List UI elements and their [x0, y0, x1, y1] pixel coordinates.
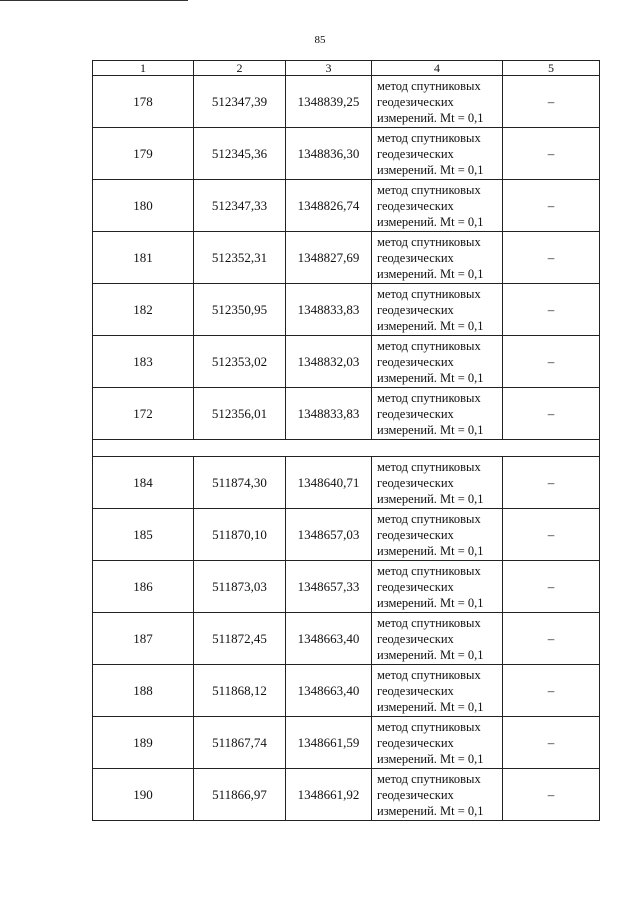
- method-text-line: геодезических: [377, 787, 454, 802]
- table-row: [93, 284, 600, 336]
- method-text-line: геодезических: [377, 354, 454, 369]
- top-rule: [0, 0, 188, 1]
- x-coordinate-cell: 511873,03: [194, 561, 286, 613]
- method-text-line: измерений. Mt = 0,1: [377, 318, 484, 333]
- method-text-line: метод спутниковых: [377, 78, 481, 93]
- method-text-line: измерений. Mt = 0,1: [377, 803, 484, 818]
- method-text-line: геодезических: [377, 475, 454, 490]
- method-text-line: измерений. Mt = 0,1: [377, 110, 484, 125]
- method-text-line: измерений. Mt = 0,1: [377, 214, 484, 229]
- method-text-line: измерений. Mt = 0,1: [377, 491, 484, 506]
- point-number-cell: 182: [93, 284, 194, 336]
- method-text-line: метод спутниковых: [377, 130, 481, 145]
- method-text-line: метод спутниковых: [377, 390, 481, 405]
- method-text-line: метод спутниковых: [377, 234, 481, 249]
- column-header: 3: [286, 61, 372, 76]
- point-number-cell: 189: [93, 717, 194, 769]
- note-cell: –: [503, 388, 600, 440]
- x-coordinate-cell: 512352,31: [194, 232, 286, 284]
- method-text-line: геодезических: [377, 579, 454, 594]
- y-coordinate-cell: 1348833,83: [286, 284, 372, 336]
- table-row: [93, 769, 600, 821]
- y-coordinate-cell: 1348827,69: [286, 232, 372, 284]
- table-row: [93, 336, 600, 388]
- note-cell: –: [503, 180, 600, 232]
- method-text-line: метод спутниковых: [377, 771, 481, 786]
- point-number-cell: 181: [93, 232, 194, 284]
- method-cell: [372, 665, 503, 717]
- note-cell: –: [503, 76, 600, 128]
- note-cell: –: [503, 665, 600, 717]
- point-number-cell: 179: [93, 128, 194, 180]
- table-body: [93, 76, 600, 821]
- table-row: [93, 457, 600, 509]
- table-row: [93, 717, 600, 769]
- y-coordinate-cell: 1348826,74: [286, 180, 372, 232]
- method-text-line: метод спутниковых: [377, 286, 481, 301]
- note-cell: –: [503, 128, 600, 180]
- method-text-line: измерений. Mt = 0,1: [377, 422, 484, 437]
- x-coordinate-cell: 512353,02: [194, 336, 286, 388]
- method-text-line: метод спутниковых: [377, 511, 481, 526]
- note-cell: –: [503, 457, 600, 509]
- method-text-line: геодезических: [377, 146, 454, 161]
- header-row: [93, 61, 600, 76]
- separator-cell: [93, 440, 600, 457]
- method-cell: [372, 717, 503, 769]
- method-text-line: геодезических: [377, 735, 454, 750]
- method-text-line: геодезических: [377, 302, 454, 317]
- table-row: [93, 388, 600, 440]
- y-coordinate-cell: 1348640,71: [286, 457, 372, 509]
- method-text-line: измерений. Mt = 0,1: [377, 162, 484, 177]
- method-cell: [372, 769, 503, 821]
- table-row: [93, 128, 600, 180]
- note-cell: –: [503, 509, 600, 561]
- point-number-cell: 185: [93, 509, 194, 561]
- x-coordinate-cell: 512356,01: [194, 388, 286, 440]
- coordinates-table: [92, 60, 600, 821]
- column-header: 4: [372, 61, 503, 76]
- y-coordinate-cell: 1348663,40: [286, 613, 372, 665]
- x-coordinate-cell: 511868,12: [194, 665, 286, 717]
- y-coordinate-cell: 1348661,59: [286, 717, 372, 769]
- method-cell: [372, 509, 503, 561]
- method-text-line: измерений. Mt = 0,1: [377, 543, 484, 558]
- method-cell: [372, 284, 503, 336]
- table-row: [93, 613, 600, 665]
- method-text-line: геодезических: [377, 406, 454, 421]
- column-header: 1: [93, 61, 194, 76]
- method-cell: [372, 128, 503, 180]
- x-coordinate-cell: 511874,30: [194, 457, 286, 509]
- point-number-cell: 187: [93, 613, 194, 665]
- table-row: [93, 665, 600, 717]
- point-number-cell: 188: [93, 665, 194, 717]
- point-number-cell: 172: [93, 388, 194, 440]
- x-coordinate-cell: 512347,33: [194, 180, 286, 232]
- method-text-line: метод спутниковых: [377, 459, 481, 474]
- x-coordinate-cell: 511867,74: [194, 717, 286, 769]
- method-text-line: метод спутниковых: [377, 338, 481, 353]
- method-text-line: геодезических: [377, 94, 454, 109]
- point-number-cell: 183: [93, 336, 194, 388]
- separator-row: [93, 440, 600, 457]
- method-cell: [372, 336, 503, 388]
- x-coordinate-cell: 511872,45: [194, 613, 286, 665]
- note-cell: –: [503, 561, 600, 613]
- method-text-line: метод спутниковых: [377, 719, 481, 734]
- point-number-cell: 178: [93, 76, 194, 128]
- method-cell: [372, 76, 503, 128]
- method-cell: [372, 180, 503, 232]
- note-cell: –: [503, 769, 600, 821]
- y-coordinate-cell: 1348839,25: [286, 76, 372, 128]
- y-coordinate-cell: 1348833,83: [286, 388, 372, 440]
- point-number-cell: 180: [93, 180, 194, 232]
- method-text-line: измерений. Mt = 0,1: [377, 370, 484, 385]
- method-cell: [372, 613, 503, 665]
- method-text-line: геодезических: [377, 198, 454, 213]
- note-cell: –: [503, 717, 600, 769]
- y-coordinate-cell: 1348657,03: [286, 509, 372, 561]
- note-cell: –: [503, 232, 600, 284]
- method-cell: [372, 561, 503, 613]
- method-text-line: геодезических: [377, 250, 454, 265]
- x-coordinate-cell: 511870,10: [194, 509, 286, 561]
- note-cell: –: [503, 336, 600, 388]
- method-cell: [372, 232, 503, 284]
- table-row: [93, 76, 600, 128]
- y-coordinate-cell: 1348661,92: [286, 769, 372, 821]
- x-coordinate-cell: 512347,39: [194, 76, 286, 128]
- table-row: [93, 509, 600, 561]
- method-text-line: измерений. Mt = 0,1: [377, 266, 484, 281]
- method-text-line: метод спутниковых: [377, 615, 481, 630]
- point-number-cell: 186: [93, 561, 194, 613]
- method-text-line: геодезических: [377, 527, 454, 542]
- note-cell: –: [503, 284, 600, 336]
- method-text-line: измерений. Mt = 0,1: [377, 699, 484, 714]
- x-coordinate-cell: 511866,97: [194, 769, 286, 821]
- method-text-line: метод спутниковых: [377, 182, 481, 197]
- y-coordinate-cell: 1348836,30: [286, 128, 372, 180]
- y-coordinate-cell: 1348663,40: [286, 665, 372, 717]
- column-header: 2: [194, 61, 286, 76]
- note-cell: –: [503, 613, 600, 665]
- method-cell: [372, 457, 503, 509]
- table-row: [93, 232, 600, 284]
- y-coordinate-cell: 1348657,33: [286, 561, 372, 613]
- point-number-cell: 184: [93, 457, 194, 509]
- x-coordinate-cell: 512345,36: [194, 128, 286, 180]
- method-text-line: измерений. Mt = 0,1: [377, 751, 484, 766]
- method-text-line: метод спутниковых: [377, 667, 481, 682]
- method-text-line: измерений. Mt = 0,1: [377, 647, 484, 662]
- page-number: 85: [314, 34, 326, 46]
- method-text-line: геодезических: [377, 631, 454, 646]
- column-header: 5: [503, 61, 600, 76]
- table-row: [93, 180, 600, 232]
- method-text-line: метод спутниковых: [377, 563, 481, 578]
- y-coordinate-cell: 1348832,03: [286, 336, 372, 388]
- method-text-line: геодезических: [377, 683, 454, 698]
- point-number-cell: 190: [93, 769, 194, 821]
- method-text-line: измерений. Mt = 0,1: [377, 595, 484, 610]
- method-cell: [372, 388, 503, 440]
- x-coordinate-cell: 512350,95: [194, 284, 286, 336]
- table-row: [93, 561, 600, 613]
